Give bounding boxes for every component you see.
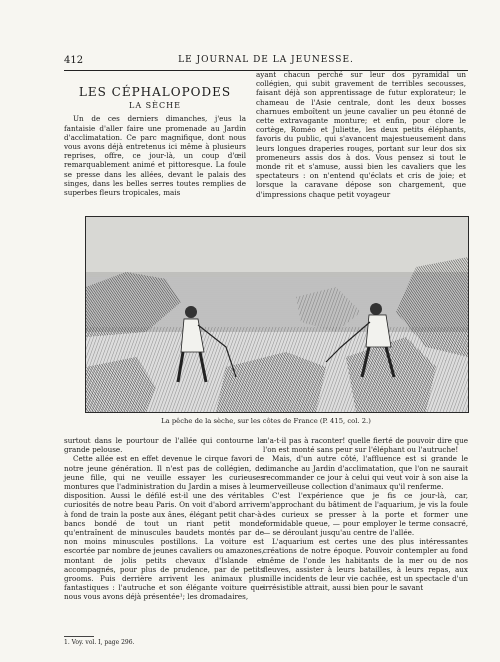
article-subtitle: LA SÈCHE: [129, 101, 181, 111]
cuttlefish-fishing-engraving: [86, 217, 468, 412]
column-right-bottom: [263, 436, 468, 592]
engraving-illustration: [85, 216, 469, 413]
paragraph: Cette allée est en effet devenue le cirque favori de notre jeune génération. Il n'est pas de collégien, de jeune fille, qui ne veuille essayer les curieuses montures que l'administration du Jardin a mises à leur disposition. Aussi le défilé est-il une des véritables curiosités de notre beau Paris. On voit d'abord arriver à fond de train la poste aux ânes, élégant petit char-à-bancs bondé de tout un riant petit monde qu'entraînent de minuscules baudets montés par de non moins minuscules postillons. La voiture est escortée par nombre de jeunes cavaliers ou amazones, montant de jolis petits chevaux d'Islande et accompagnés, pour plus de prudence, par de petits grooms. Puis derrière arrivent les animaux plus fantastiques : l'autruche et son élégante voiture que nous vous avons déjà présentée¹; les dromadaires,: [64, 454, 264, 602]
column-right-top: [256, 70, 466, 199]
footnote: 1. Voy. vol. I, page 296.: [64, 639, 135, 646]
paragraph: n'a-t-il pas à raconter! quelle fierté de pouvoir dire que l'on est monté sans peur sur l'éléphant ou l'autruche!: [263, 436, 468, 455]
column-left-bottom: [64, 436, 264, 602]
journal-title: LE JOURNAL DE LA JEUNESSE.: [178, 55, 354, 65]
paragraph: Mais, d'un autre côté, l'affluence est si grande le dimanche au Jardin d'acclimatation, que l'on ne saurait recommander ce jour à celui qui veut voir à son aise la merveilleuse collection d'animaux qu'il renferme.: [263, 454, 468, 492]
paragraph: L'aquarium est certes une des plus intéressantes créations de notre époque. Pouvoir contempler au fond même de l'onde les habitants de la mer ou de nos fleuves, assister à leurs batailles, à leurs repas, aux mille incidents de leur vie cachée, est un spectacle d'un irrésistible attrait, aussi bien pour le savant: [263, 537, 468, 593]
footnote-rule: [64, 636, 94, 637]
paragraph: surtout dans le pourtour de l'allée qui contourne la grande pelouse.: [64, 436, 264, 455]
paragraph: ayant chacun perché sur leur dos pyramidal un collégien, qui subit gravement de terribles secousses, faisant déjà son apprentissage de futur explorateur; le chameau de l'Asie centrale, dont les deux bosses charnues emboîtent un jeune cavalier un peu étonné de cette extravagante monture; et enfin, pour clore le cortège, Roméo et Juliette, les deux petits éléphants, favoris du public, qui s'avancent majestueusement dans leurs longues draperies rouges, portant sur leur dos six promeneurs assis dos à dos. Vous pensez si tout le monde rit et s'amuse, aussi bien les cavaliers que les spectateurs : on n'entend qu'éclats et cris de joie; et lorsque la caravane dépose son chargement, que d'impressions chaque petit voyageur: [256, 70, 466, 199]
page-header: [64, 55, 468, 69]
article-title: LES CÉPHALOPODES: [78, 85, 232, 99]
column-left-top: [64, 80, 246, 197]
paragraph: Un de ces derniers dimanches, j'eus la fantaisie d'aller faire une promenade au Jardin d'acclimatation. Ce parc magnifique, dont nous vous avons déjà entretenus ici même à plusieurs reprises, offre, ce jour-là, un coup d'œil remarquablement animé et pittoresque. La foule se presse dans les allées, devant le palais des singes, dans les belles serres toutes remplies de superbes fleurs tropicales, mais: [64, 114, 246, 198]
page-number: 412: [64, 55, 84, 66]
paragraph: C'est l'expérience que je fis ce jour-là, car, m'approchant du bâtiment de l'aquarium, je vis la foule des curieux se presser à la porte et former une formidable queue, — pour employer le terme consacré, — se déroulant jusqu'au centre de l'allée.: [263, 491, 468, 538]
illustration-caption: La pêche de la sèche, sur les côtes de France (P. 415, col. 2.): [161, 417, 371, 425]
